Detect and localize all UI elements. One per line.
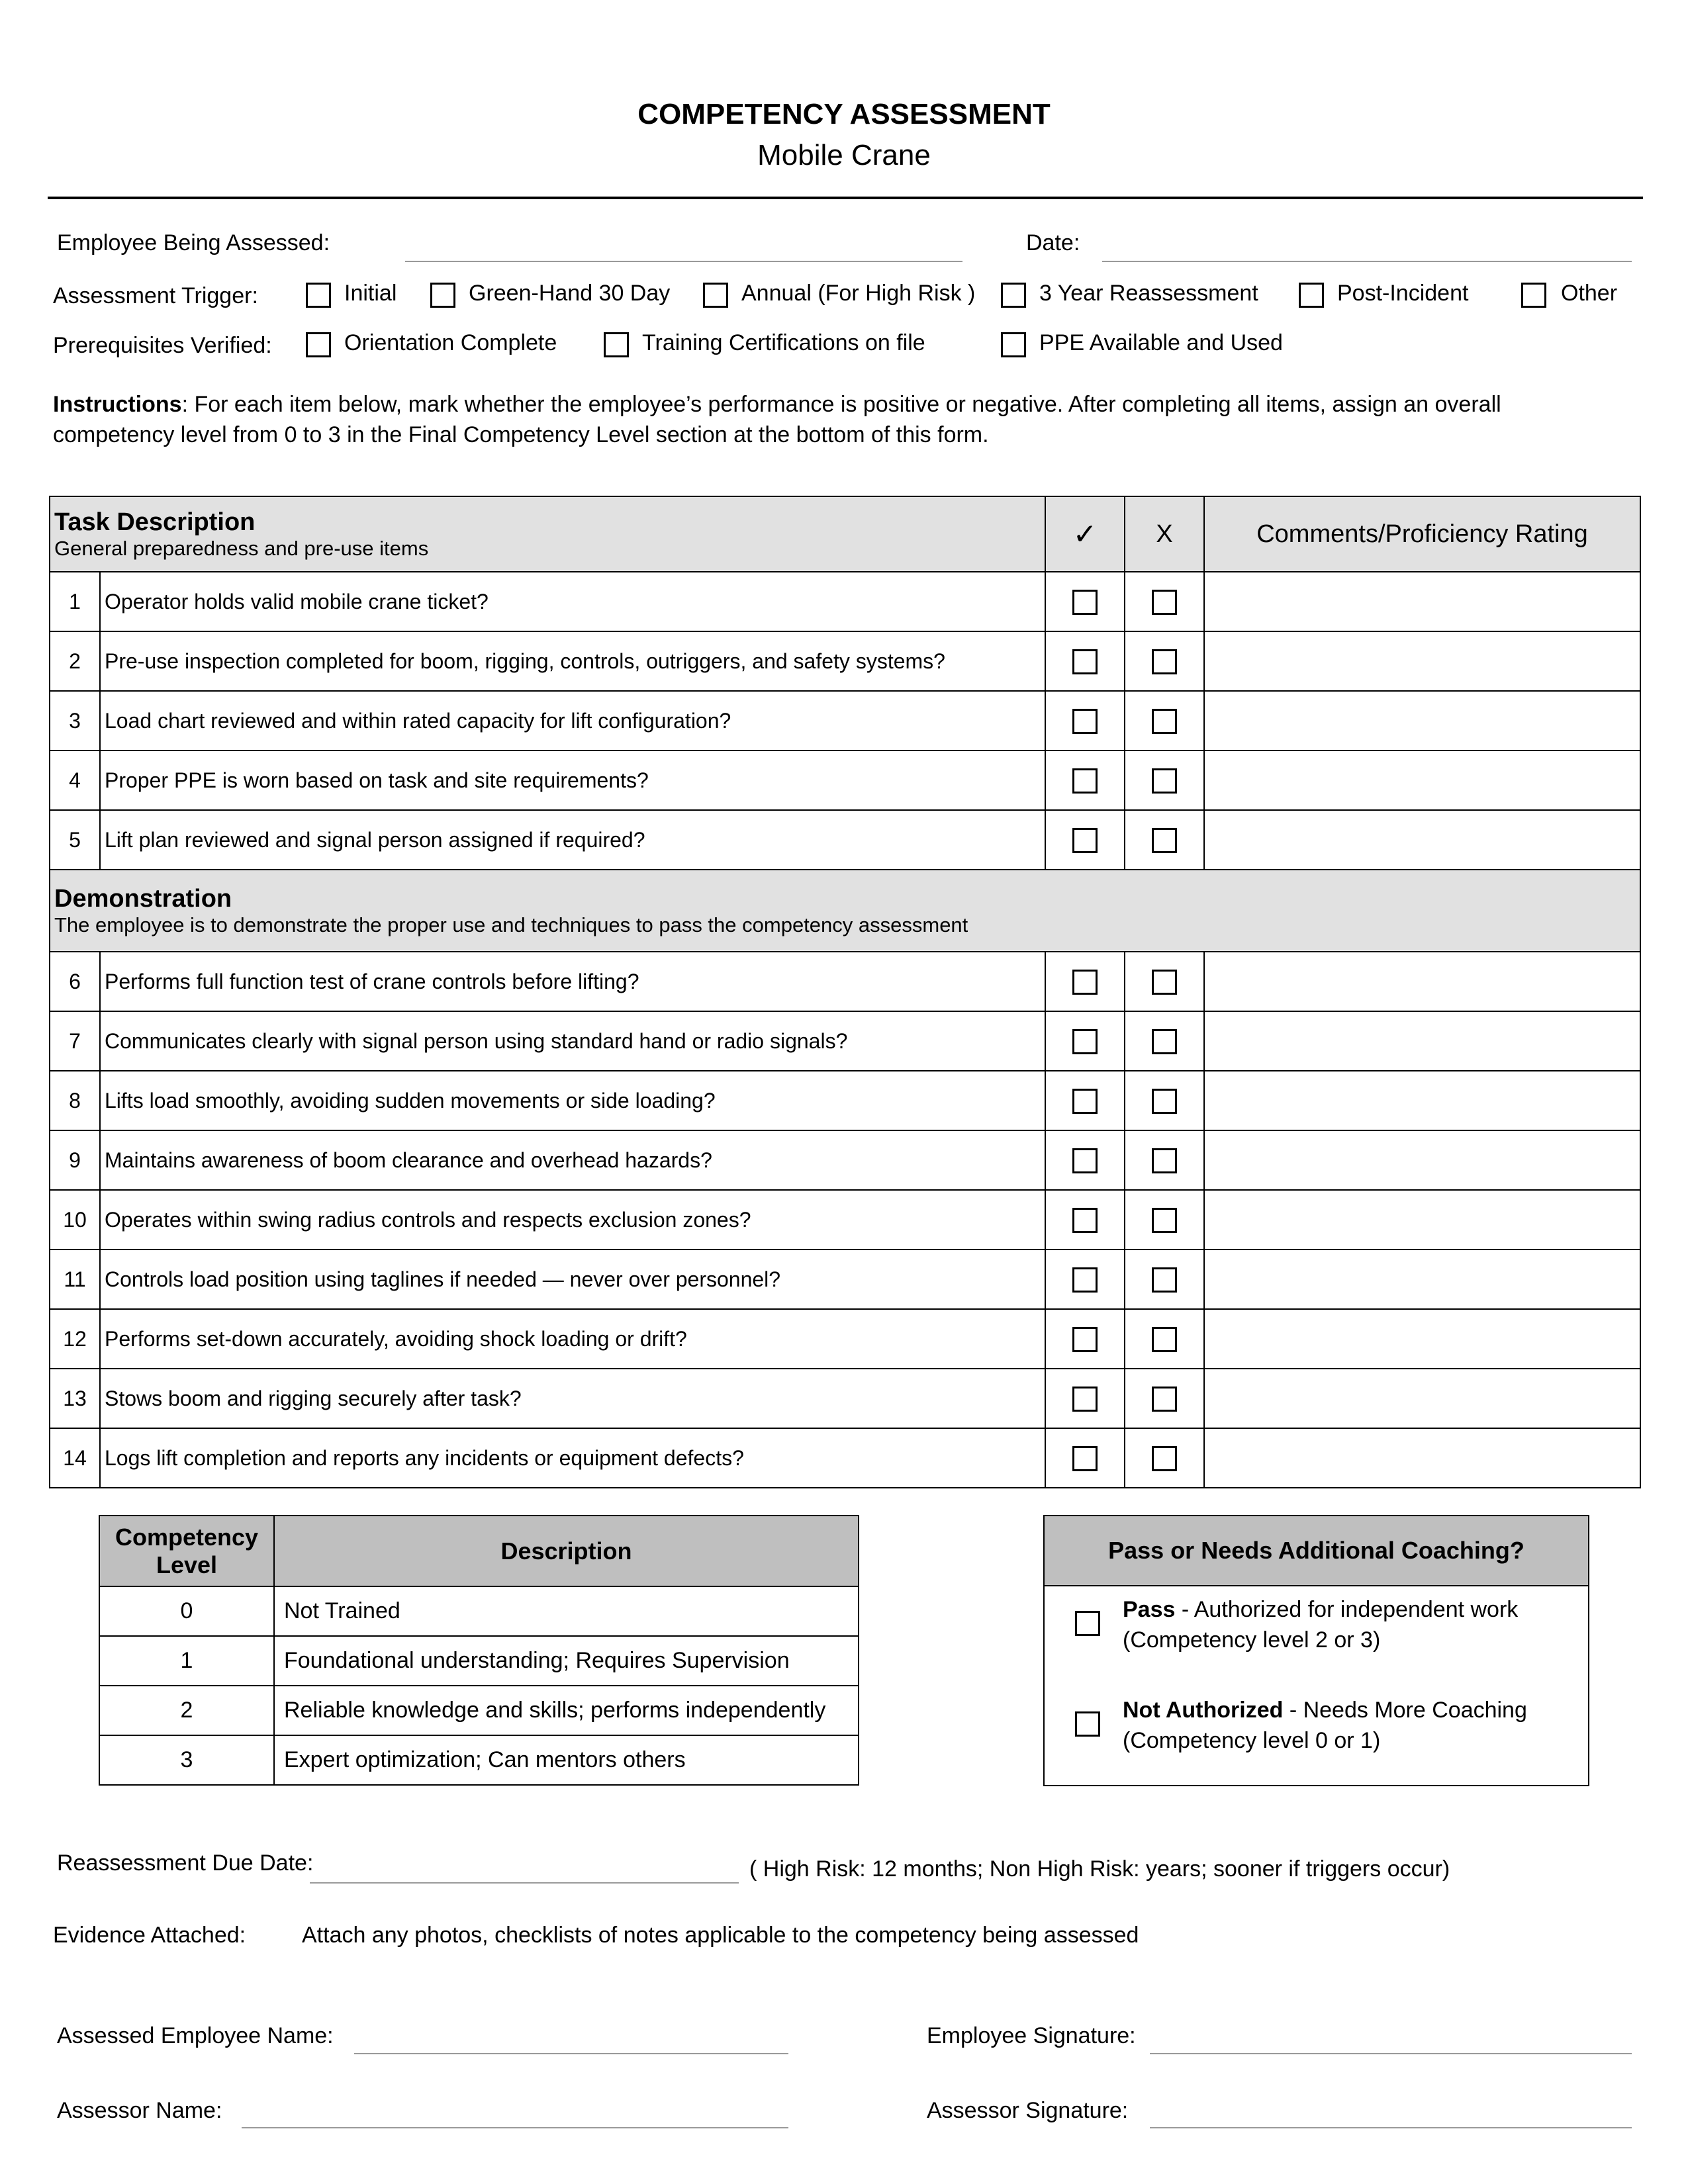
comments-column-header: Comments/Proficiency Rating <box>1204 496 1640 572</box>
assessor-name-label: Assessor Name: <box>57 2098 222 2123</box>
task-description: Load chart reviewed and within rated capacity for lift configuration? <box>100 691 1045 751</box>
task-number: 5 <box>50 810 100 870</box>
task-number: 9 <box>50 1130 100 1190</box>
task-comments-field[interactable] <box>1204 1250 1640 1309</box>
trigger-greenhand-label: Green-Hand 30 Day <box>469 281 671 306</box>
task-x-cell <box>1125 572 1204 631</box>
task-number: 10 <box>50 1190 100 1250</box>
competency-table <box>99 1515 859 1786</box>
pass-option <box>1123 1594 1518 1655</box>
task-check-cell <box>1045 631 1125 691</box>
task-number: 6 <box>50 952 100 1011</box>
task-x-checkbox[interactable] <box>1152 828 1177 853</box>
task-row <box>50 572 1640 631</box>
task-number: 3 <box>50 691 100 751</box>
task-section2-header <box>50 870 1640 952</box>
task-check-cell <box>1045 1011 1125 1071</box>
task-table <box>49 496 1641 1488</box>
task-x-cell <box>1125 751 1204 810</box>
trigger-other-checkbox[interactable] <box>1521 283 1546 308</box>
task-description: Performs full function test of crane controls before lifting? <box>100 952 1045 1011</box>
pass-text: - Authorized for independent work <box>1175 1597 1519 1622</box>
competency-level: 3 <box>99 1735 274 1785</box>
task-comments-field[interactable] <box>1204 1309 1640 1369</box>
trigger-greenhand-checkbox[interactable] <box>430 283 455 308</box>
task-section1-body <box>50 572 1640 870</box>
task-x-checkbox[interactable] <box>1152 1148 1177 1173</box>
task-x-checkbox[interactable] <box>1152 1387 1177 1412</box>
task-x-checkbox[interactable] <box>1152 970 1177 995</box>
date-field[interactable] <box>1102 261 1632 262</box>
task-number: 4 <box>50 751 100 810</box>
task-description: Controls load position using taglines if needed — never over personnel? <box>100 1250 1045 1309</box>
reassessment-date-field[interactable] <box>310 1882 739 1884</box>
not-authorized-label: Not Authorized <box>1123 1698 1284 1723</box>
task-number: 8 <box>50 1071 100 1130</box>
task-number: 12 <box>50 1309 100 1369</box>
task-section1-header <box>50 496 1045 572</box>
task-x-checkbox[interactable] <box>1152 1089 1177 1114</box>
trigger-annual-checkbox[interactable] <box>703 283 728 308</box>
assessed-name-field[interactable] <box>354 2053 788 2054</box>
task-x-checkbox[interactable] <box>1152 709 1177 734</box>
trigger-3year-label: 3 Year Reassessment <box>1039 281 1258 306</box>
competency-header-row <box>99 1516 859 1586</box>
task-x-cell <box>1125 1428 1204 1488</box>
employee-signature-field[interactable] <box>1150 2053 1632 2054</box>
pass-box-header: Pass or Needs Additional Coaching? <box>1045 1516 1588 1586</box>
task-description: Logs lift completion and reports any incidents or equipment defects? <box>100 1428 1045 1488</box>
competency-row <box>99 1735 859 1785</box>
task-check-cell <box>1045 1190 1125 1250</box>
instructions-label: Instructions <box>53 392 182 417</box>
task-x-cell <box>1125 952 1204 1011</box>
check-column-header: ✓ <box>1045 496 1125 572</box>
trigger-postincident-label: Post-Incident <box>1337 281 1469 306</box>
task-x-cell <box>1125 810 1204 870</box>
task-x-cell <box>1125 1190 1204 1250</box>
competency-level: 0 <box>99 1586 274 1636</box>
competency-row <box>99 1586 859 1636</box>
task-x-cell <box>1125 1250 1204 1309</box>
task-x-checkbox[interactable] <box>1152 1029 1177 1054</box>
task-description: Operates within swing radius controls and respects exclusion zones? <box>100 1190 1045 1250</box>
task-comments-field[interactable] <box>1204 572 1640 631</box>
task-number: 11 <box>50 1250 100 1309</box>
competency-description-header: Description <box>274 1516 859 1586</box>
competency-level-header: Competency Level <box>99 1516 274 1586</box>
trigger-annual-label: Annual (For High Risk ) <box>741 281 976 306</box>
task-description: Maintains awareness of boom clearance and overhead hazards? <box>100 1130 1045 1190</box>
evidence-text: Attach any photos, checklists of notes applicable to the competency being assessed <box>302 1923 1139 1948</box>
competency-description: Expert optimization; Can mentors others <box>274 1735 859 1785</box>
employee-field[interactable] <box>405 261 962 262</box>
task-check-cell <box>1045 1130 1125 1190</box>
task-check-cell <box>1045 1250 1125 1309</box>
task-check-checkbox[interactable] <box>1072 970 1098 995</box>
task-number: 14 <box>50 1428 100 1488</box>
task-check-cell <box>1045 1071 1125 1130</box>
task-comments-field[interactable] <box>1204 1190 1640 1250</box>
prereq-ppe-checkbox[interactable] <box>1001 332 1026 357</box>
assessor-signature-field[interactable] <box>1150 2127 1632 2128</box>
task-row <box>50 810 1640 870</box>
task-check-checkbox[interactable] <box>1072 828 1098 853</box>
trigger-postincident-checkbox[interactable] <box>1299 283 1324 308</box>
task-x-checkbox[interactable] <box>1152 1327 1177 1352</box>
competency-description: Reliable knowledge and skills; performs independently <box>274 1686 859 1735</box>
task-number: 7 <box>50 1011 100 1071</box>
task-x-cell <box>1125 1130 1204 1190</box>
task-row <box>50 1071 1640 1130</box>
task-x-cell <box>1125 631 1204 691</box>
task-row <box>50 631 1640 691</box>
instructions-text: : For each item below, mark whether the employee’s performance is positive or negative. After completing all items, assign an overall competency level from 0 to 3 in the Final Competency Level section at the bottom of this form. <box>53 392 1501 447</box>
task-section1-title: Task Description <box>54 508 256 536</box>
prereq-orientation-checkbox[interactable] <box>306 332 331 357</box>
task-comments-field[interactable] <box>1204 1428 1640 1488</box>
task-x-checkbox[interactable] <box>1152 1267 1177 1293</box>
task-section2-subtitle: The employee is to demonstrate the proper use and techniques to pass the competency assessment <box>54 913 968 936</box>
task-row <box>50 1369 1640 1428</box>
task-check-cell <box>1045 1369 1125 1428</box>
task-comments-field[interactable] <box>1204 1369 1640 1428</box>
assessor-name-field[interactable] <box>242 2127 788 2128</box>
pass-checkbox[interactable] <box>1075 1611 1100 1636</box>
task-description: Pre-use inspection completed for boom, rigging, controls, outriggers, and safety systems? <box>100 631 1045 691</box>
task-x-cell <box>1125 1071 1204 1130</box>
task-x-cell <box>1125 1309 1204 1369</box>
prereq-orientation-label: Orientation Complete <box>344 330 557 355</box>
task-check-cell <box>1045 952 1125 1011</box>
task-row <box>50 1190 1640 1250</box>
task-comments-field[interactable] <box>1204 751 1640 810</box>
evidence-label: Evidence Attached: <box>53 1923 246 1948</box>
form-subtitle: Mobile Crane <box>757 139 931 171</box>
task-comments-field[interactable] <box>1204 810 1640 870</box>
task-comments-field[interactable] <box>1204 1011 1640 1071</box>
prereq-ppe-label: PPE Available and Used <box>1039 330 1283 355</box>
task-x-checkbox[interactable] <box>1152 768 1177 794</box>
header-divider <box>48 197 1643 199</box>
task-check-checkbox[interactable] <box>1072 709 1098 734</box>
task-description: Stows boom and rigging securely after task? <box>100 1369 1045 1428</box>
trigger-other-label: Other <box>1561 281 1618 306</box>
task-check-checkbox[interactable] <box>1072 768 1098 794</box>
assessor-signature-label: Assessor Signature: <box>927 2098 1129 2123</box>
task-x-checkbox[interactable] <box>1152 1208 1177 1233</box>
competency-body <box>99 1586 859 1785</box>
task-comments-field[interactable] <box>1204 952 1640 1011</box>
task-description: Communicates clearly with signal person using standard hand or radio signals? <box>100 1011 1045 1071</box>
trigger-label: Assessment Trigger: <box>53 283 258 308</box>
task-row <box>50 691 1640 751</box>
not-authorized-option <box>1123 1695 1527 1756</box>
task-number: 13 <box>50 1369 100 1428</box>
form-title: COMPETENCY ASSESSMENT <box>637 98 1051 130</box>
instructions <box>53 389 1622 450</box>
task-x-checkbox[interactable] <box>1152 590 1177 615</box>
task-header-row <box>50 496 1640 572</box>
task-check-cell <box>1045 810 1125 870</box>
task-check-cell <box>1045 751 1125 810</box>
trigger-3year-checkbox[interactable] <box>1001 283 1026 308</box>
not-authorized-checkbox[interactable] <box>1075 1711 1100 1737</box>
task-description: Lift plan reviewed and signal person assigned if required? <box>100 810 1045 870</box>
trigger-initial-checkbox[interactable] <box>306 283 331 308</box>
task-x-cell <box>1125 691 1204 751</box>
task-row <box>50 1309 1640 1369</box>
task-check-checkbox[interactable] <box>1072 1029 1098 1054</box>
task-check-checkbox[interactable] <box>1072 590 1098 615</box>
task-number: 1 <box>50 572 100 631</box>
task-description: Proper PPE is worn based on task and site requirements? <box>100 751 1045 810</box>
task-comments-field[interactable] <box>1204 631 1640 691</box>
task-check-cell <box>1045 1309 1125 1369</box>
task-row <box>50 751 1640 810</box>
task-x-checkbox[interactable] <box>1152 1446 1177 1471</box>
task-check-cell <box>1045 691 1125 751</box>
task-number: 2 <box>50 631 100 691</box>
task-x-checkbox[interactable] <box>1152 649 1177 674</box>
reassessment-label: Reassessment Due Date: <box>57 1850 314 1876</box>
task-check-checkbox[interactable] <box>1072 1089 1098 1114</box>
task-check-checkbox[interactable] <box>1072 1148 1098 1173</box>
trigger-initial-label: Initial <box>344 281 397 306</box>
assessed-name-label: Assessed Employee Name: <box>57 2023 334 2048</box>
competency-level: 2 <box>99 1686 274 1735</box>
competency-description: Not Trained <box>274 1586 859 1636</box>
employee-signature-label: Employee Signature: <box>927 2023 1136 2048</box>
task-check-checkbox[interactable] <box>1072 1327 1098 1352</box>
task-check-checkbox[interactable] <box>1072 1208 1098 1233</box>
not-authorized-subtext: (Competency level 0 or 1) <box>1123 1728 1381 1753</box>
task-section2-body <box>50 952 1640 1488</box>
task-check-cell <box>1045 1428 1125 1488</box>
task-comments-field[interactable] <box>1204 1071 1640 1130</box>
pass-box <box>1043 1515 1589 1786</box>
task-row <box>50 952 1640 1011</box>
competency-row <box>99 1636 859 1686</box>
task-section1-subtitle: General preparedness and pre-use items <box>54 536 429 560</box>
task-section2-title: Demonstration <box>54 884 232 913</box>
task-row <box>50 1428 1640 1488</box>
task-row <box>50 1250 1640 1309</box>
task-description: Operator holds valid mobile crane ticket? <box>100 572 1045 631</box>
task-x-cell <box>1125 1011 1204 1071</box>
date-label: Date: <box>1026 230 1080 255</box>
task-check-checkbox[interactable] <box>1072 649 1098 674</box>
employee-label: Employee Being Assessed: <box>57 230 330 255</box>
task-comments-field[interactable] <box>1204 1130 1640 1190</box>
x-column-header: X <box>1125 496 1204 572</box>
task-check-checkbox[interactable] <box>1072 1267 1098 1293</box>
task-x-cell <box>1125 1369 1204 1428</box>
task-description: Lifts load smoothly, avoiding sudden movements or side loading? <box>100 1071 1045 1130</box>
task-section2-row <box>50 870 1640 952</box>
reassessment-note: ( High Risk: 12 months; Non High Risk: years; sooner if triggers occur) <box>749 1856 1450 1882</box>
task-row <box>50 1130 1640 1190</box>
competency-row <box>99 1686 859 1735</box>
pass-subtext: (Competency level 2 or 3) <box>1123 1627 1381 1653</box>
competency-level: 1 <box>99 1636 274 1686</box>
prereq-training-label: Training Certifications on file <box>642 330 925 355</box>
not-authorized-text: - Needs More Coaching <box>1283 1698 1527 1723</box>
task-check-cell <box>1045 572 1125 631</box>
task-check-checkbox[interactable] <box>1072 1446 1098 1471</box>
pass-label: Pass <box>1123 1597 1176 1622</box>
competency-description: Foundational understanding; Requires Supervision <box>274 1636 859 1686</box>
task-check-checkbox[interactable] <box>1072 1387 1098 1412</box>
task-row <box>50 1011 1640 1071</box>
task-comments-field[interactable] <box>1204 691 1640 751</box>
task-description: Performs set-down accurately, avoiding shock loading or drift? <box>100 1309 1045 1369</box>
prereq-training-checkbox[interactable] <box>604 332 629 357</box>
prereq-label: Prerequisites Verified: <box>53 333 272 358</box>
